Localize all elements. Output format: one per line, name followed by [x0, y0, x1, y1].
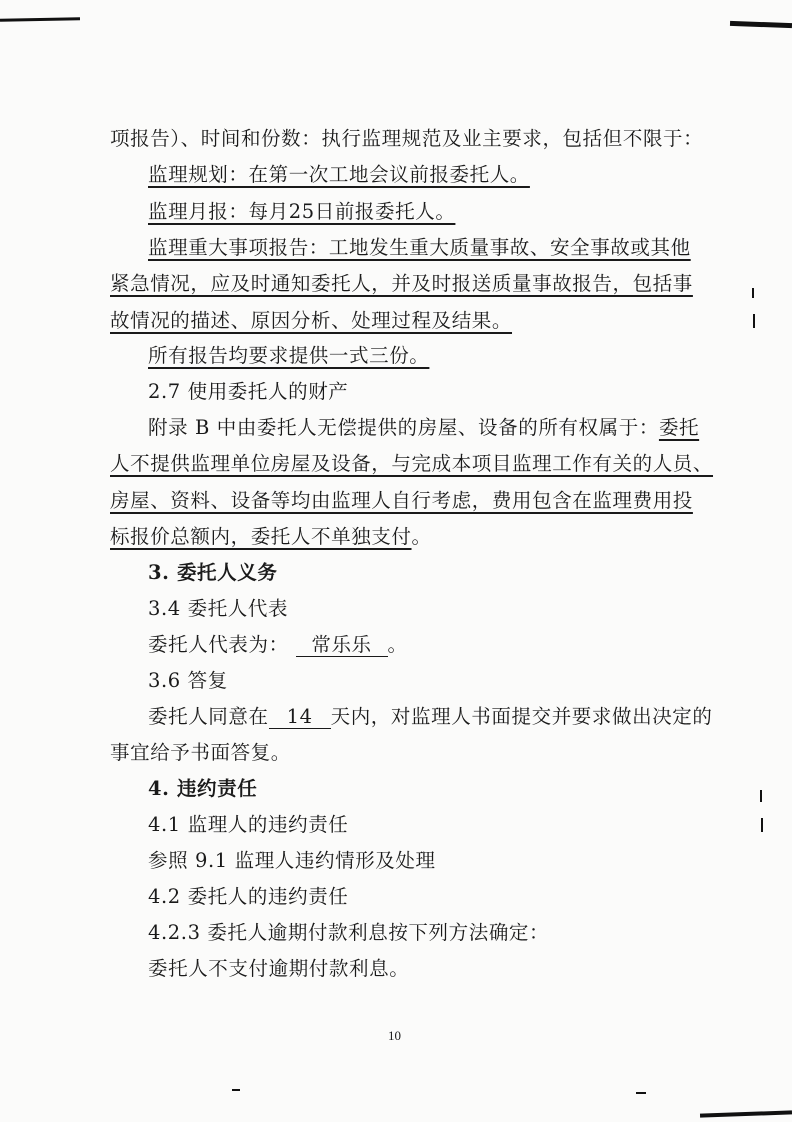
section-heading: 3.4 委托人代表: [148, 597, 289, 620]
text-line: [148, 704, 713, 730]
text-segment: 附录 B 中由委托人无偿提供的房屋、设备的所有权属于：: [148, 416, 659, 439]
scan-mark-bottom-corner: [700, 1110, 792, 1117]
section-heading: 3.6 答复: [148, 669, 228, 692]
text-line: [110, 524, 432, 550]
text-segment: 。: [411, 525, 432, 548]
text-line: 故情况的描述、原因分析、处理过程及结果。: [110, 309, 513, 332]
page-number: 10: [388, 1028, 401, 1043]
chapter-heading: 3. 委托人义务: [148, 561, 278, 584]
reply-days-blank: 14: [269, 706, 331, 729]
section-heading: 4.2 委托人的违约责任: [148, 885, 349, 908]
text-line: 房屋、资料、设备等均由监理人自行考虑，费用包含在监理费用投: [110, 489, 693, 512]
text-line: 紧急情况，应及时通知委托人，并及时报送质量事故报告，包括事: [110, 272, 693, 295]
scan-mark-right-2: [753, 314, 755, 328]
text-line: 人不提供监理单位房屋及设备，与完成本项目监理工作有关的人员、: [110, 452, 714, 475]
text-line: 委托人不支付逾期付款利息。: [148, 957, 410, 980]
text-line: 所有报告均要求提供一式三份。: [148, 344, 430, 367]
text-segment: 委托人代表为：: [148, 633, 289, 656]
section-heading: 4.2.3 委托人逾期付款利息按下列方法确定：: [148, 921, 550, 944]
section-heading: 2.7 使用委托人的财产: [148, 380, 349, 403]
delegate-name-blank: 常乐乐: [296, 634, 388, 657]
chapter-heading: 4. 违约责任: [148, 777, 258, 800]
text-line: 监理重大事项报告：工地发生重大质量事故、安全事故或其他: [148, 236, 691, 259]
text-line: 参照 9.1 监理人违约情形及处理: [148, 849, 436, 872]
scan-mark-top-left: [0, 17, 80, 21]
text-line: 项报告）、时间和份数：执行监理规范及业主要求，包括但不限于：: [110, 127, 704, 150]
text-line: 监理月报：每月25日前报委托人。: [148, 200, 456, 223]
text-line: 监理规划：在第一次工地会议前报委托人。: [148, 163, 530, 186]
filled-text: 标报价总额内，委托人不单独支付: [110, 525, 412, 548]
scan-mark-top-right: [730, 21, 792, 28]
filled-text: 委托: [658, 416, 700, 439]
text-segment: 委托人同意在: [148, 705, 269, 728]
text-line: [148, 632, 408, 658]
text-segment: 。: [387, 633, 408, 656]
scan-mark-right-3: [760, 790, 762, 802]
text-line: [148, 415, 699, 441]
text-line: 事宜给予书面答复。: [110, 741, 291, 764]
section-heading: 4.1 监理人的违约责任: [148, 813, 349, 836]
scan-mark-bottom-left: [232, 1089, 240, 1091]
scan-mark-right-4: [761, 818, 763, 832]
text-segment: 天内，对监理人书面提交并要求做出决定的: [330, 705, 713, 728]
scan-mark-bottom-right: [636, 1092, 646, 1094]
scan-mark-right-1: [752, 288, 754, 298]
